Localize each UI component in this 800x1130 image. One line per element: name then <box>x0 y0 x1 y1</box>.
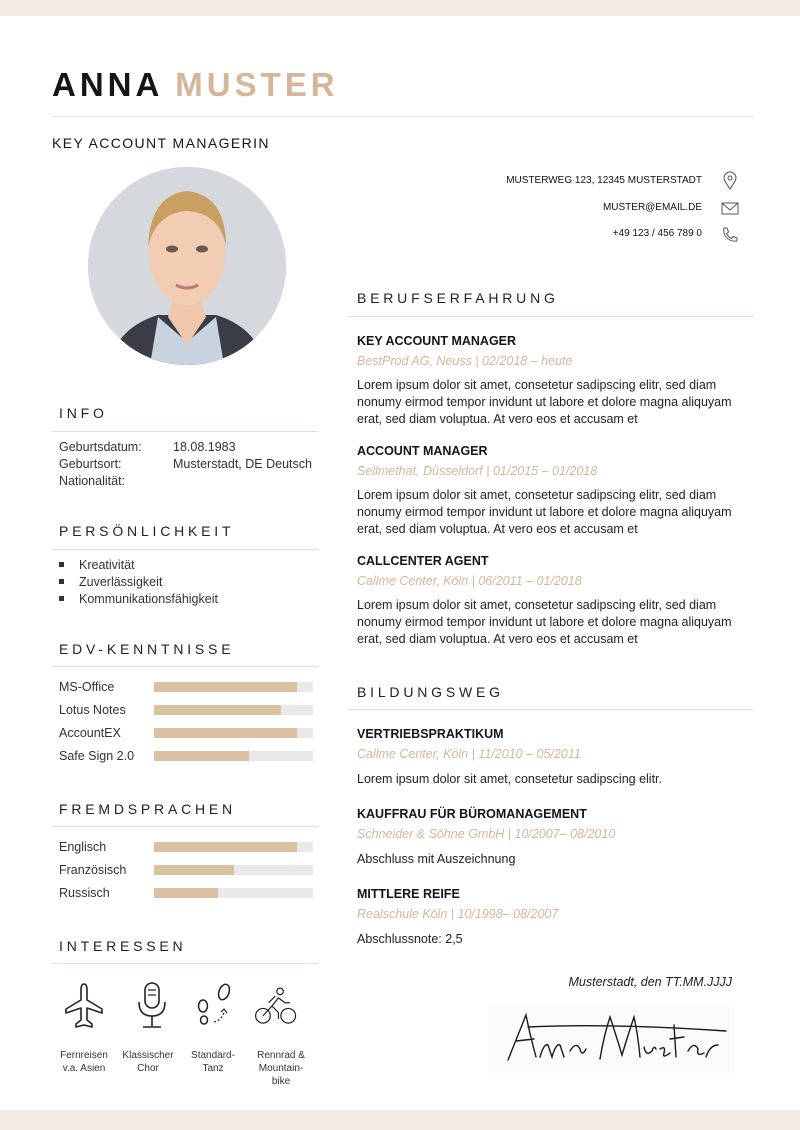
education-title-item: VERTRIEBSPRAKTIKUM <box>357 727 504 741</box>
envelope-icon <box>720 198 740 218</box>
skill-bar-fill <box>154 728 297 738</box>
phone-icon <box>720 225 740 245</box>
education-title: BILDUNGSWEG <box>357 684 504 700</box>
skill-bar-fill <box>154 705 281 715</box>
list-item: Zuverlässigkeit <box>59 575 162 589</box>
skill-label: Safe Sign 2.0 <box>59 749 135 763</box>
language-label: Russisch <box>59 886 110 900</box>
info-label-nationality: Nationalität: <box>59 474 126 488</box>
contact-address: MUSTERWEG 123, 12345 MUSTERSTADT <box>506 175 702 186</box>
interest-label: Klassischer Chor <box>122 1050 174 1074</box>
personality-title: PERSÖNLICHKEIT <box>59 523 235 539</box>
job-meta: Callme Center, Köln | 06/2011 – 01/2018 <box>357 574 582 588</box>
interests-title: INTERESSEN <box>59 938 187 954</box>
skill-bar <box>154 705 313 715</box>
languages-divider <box>52 826 318 827</box>
education-description: Lorem ipsum dolor sit amet, consetetur sadipscing elitr. <box>357 772 662 786</box>
top-band <box>0 0 800 16</box>
cyclist-icon <box>254 980 298 1032</box>
education-meta: Schneider & Söhne GmbH | 10/2007– 08/2010 <box>357 827 616 841</box>
job-title: ACCOUNT MANAGER <box>357 444 488 458</box>
job-meta: Sellmethat, Düsseldorf | 01/2015 – 01/2018 <box>357 464 598 478</box>
header-divider <box>52 116 754 117</box>
skill-bar-fill <box>154 682 297 692</box>
it-skills-divider <box>52 666 318 667</box>
info-value-birthdate: 18.08.1983 <box>173 440 236 454</box>
info-value-birthplace: Musterstadt, DE Deutsch <box>173 457 312 471</box>
interest-label: Fernreisen v.a. Asien <box>60 1050 108 1074</box>
info-title: INFO <box>59 405 108 421</box>
experience-title: BERUFSERFAHRUNG <box>357 290 559 306</box>
education-description: Abschluss mit Auszeichnung <box>357 852 516 866</box>
bullet-icon <box>59 579 64 584</box>
job-description: Lorem ipsum dolor sit amet, consetetur sadipscing elitr, sed diam nonumy eirmod tempor invidunt ut labore et dolore magna aliquyam erat, sed diam voluptua. At vero eos et accusam et <box>357 598 732 646</box>
language-bar <box>154 842 313 852</box>
skill-bar <box>154 751 313 761</box>
contact-phone[interactable]: +49 123 / 456 789 0 <box>612 228 702 239</box>
job-description: Lorem ipsum dolor sit amet, consetetur sadipscing elitr, sed diam nonumy eirmod tempor invidunt ut labore et dolore magna aliquyam erat, sed diam voluptua. At vero eos et accusam et <box>357 488 732 536</box>
it-skills-title: EDV-KENNTNISSE <box>59 641 235 657</box>
interest-label: Standard- Tanz <box>191 1050 235 1074</box>
page-title <box>52 66 339 104</box>
interests-divider <box>52 963 318 964</box>
education-title-item: KAUFFRAU FÜR BÜROMANAGEMENT <box>357 807 587 821</box>
skill-label: MS-Office <box>59 680 115 694</box>
skill-label: Lotus Notes <box>59 703 126 717</box>
language-bar <box>154 865 313 875</box>
bottom-band <box>0 1110 800 1130</box>
list-item: Kommunikationsfähigkeit <box>59 592 218 606</box>
education-divider <box>348 709 754 710</box>
microphone-icon <box>130 980 174 1032</box>
job-title: CALLCENTER AGENT <box>357 554 489 568</box>
education-title-item: MITTLERE REIFE <box>357 887 460 901</box>
last-name: MUSTER <box>175 66 339 103</box>
info-divider <box>52 431 318 432</box>
job-subtitle: KEY ACCOUNT MANAGERIN <box>52 135 270 151</box>
first-name: ANNA <box>52 66 163 103</box>
language-bar-fill <box>154 842 297 852</box>
language-bar-fill <box>154 888 218 898</box>
list-item: Kreativität <box>59 558 135 572</box>
profile-photo <box>88 167 286 365</box>
skill-bar <box>154 682 313 692</box>
languages-title: FREMDSPRACHEN <box>59 801 236 817</box>
location-pin-icon <box>720 171 740 191</box>
bullet-icon <box>59 596 64 601</box>
info-label-birthdate: Geburtsdatum: <box>59 440 142 454</box>
bullet-icon <box>59 562 64 567</box>
place-date: Musterstadt, den TT.MM.JJJJ <box>568 975 732 989</box>
interest-label: Rennrad & Mountain- bike <box>257 1050 305 1087</box>
contact-email[interactable]: MUSTER@EMAIL.DE <box>602 202 702 213</box>
education-meta: Realschule Köln | 10/1998– 08/2007 <box>357 907 559 921</box>
language-label: Französisch <box>59 863 127 877</box>
info-label-birthplace: Geburtsort: <box>59 457 122 471</box>
dance-steps-icon <box>192 980 236 1032</box>
signature <box>488 1005 734 1073</box>
personality-divider <box>52 549 318 550</box>
language-bar-fill <box>154 865 234 875</box>
skill-bar <box>154 728 313 738</box>
experience-divider <box>348 316 754 317</box>
language-label: Englisch <box>59 840 107 854</box>
skill-bar-fill <box>154 751 249 761</box>
skill-label: AccountEX <box>59 726 121 740</box>
education-description: Abschlussnote: 2,5 <box>357 932 463 946</box>
education-meta: Callme Center, Köln | 11/2010 – 05/2011 <box>357 747 581 761</box>
language-bar <box>154 888 313 898</box>
job-description: Lorem ipsum dolor sit amet, consetetur sadipscing elitr, sed diam nonumy eirmod tempor invidunt ut labore et dolore magna aliquyam erat, sed diam voluptua. At vero eos et accusam et <box>357 378 732 426</box>
job-meta: BestProd AG, Neuss | 02/2018 – heute <box>357 354 573 368</box>
job-title: KEY ACCOUNT MANAGER <box>357 334 517 348</box>
airplane-icon <box>62 980 106 1032</box>
